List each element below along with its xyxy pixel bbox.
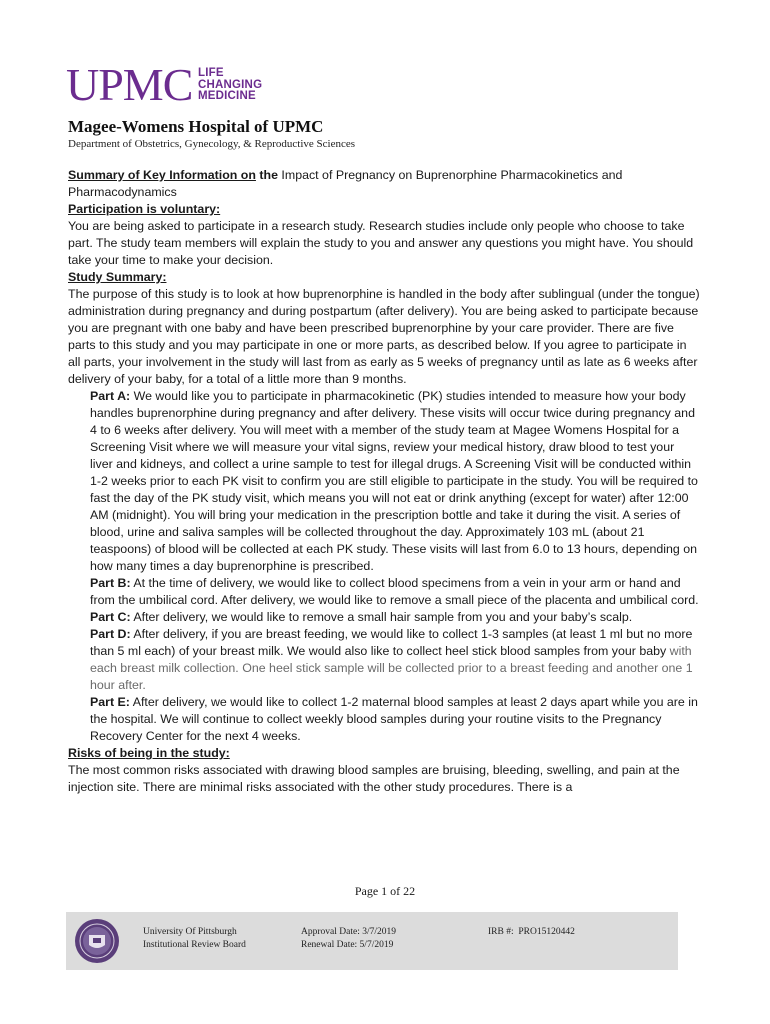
part-text: After delivery, we would like to collect 1-2 maternal blood samples at least 2 days apart while you are in the hospital. We will continue to collect weekly blood samples during your routine visits to the Pregnancy Recovery Center for the next 4 weeks. [90, 695, 698, 743]
page-number: Page 1 of 22 [354, 884, 416, 898]
renewal-date: Renewal Date: 5/7/2019 [301, 940, 394, 950]
summary-the: the [255, 168, 278, 182]
irb-org-line: University Of Pittsburgh [143, 927, 237, 937]
tagline-line: MEDICINE [198, 90, 256, 102]
irb-number-value: PRO15120442 [518, 927, 575, 937]
part-text-gray: with each breast milk collection. One heel stick sample will be collected prior to a breast feeding and another one 1 hour after. [90, 644, 693, 692]
hospital-name: Magee-Womens Hospital of UPMC [68, 117, 324, 136]
study-summary-heading: Study Summary: [68, 270, 167, 284]
part-label: Part E: [90, 695, 130, 709]
part-label: Part C: [90, 610, 131, 624]
participation-heading: Participation is voluntary: [68, 202, 221, 216]
part-text: At the time of delivery, we would like to collect blood specimens from a vein in your arm or hand and from the umbilical cord. After delivery, we would like to remove a small piece of the placenta and umbilical cord. [90, 576, 699, 607]
part-c [68, 609, 700, 626]
irb-dates [301, 926, 396, 952]
part-label: Part B: [90, 576, 131, 590]
document-body [68, 167, 700, 796]
irb-number-label: IRB #: [488, 927, 514, 937]
tagline-line: LIFE [198, 67, 224, 79]
approval-date: Approval Date: 3/7/2019 [301, 927, 396, 937]
irb-footer [66, 912, 678, 970]
logo-tagline [198, 68, 278, 103]
tagline-line: CHANGING [198, 78, 263, 91]
irb-number [488, 926, 575, 939]
study-summary-text: The purpose of this study is to look at how buprenorphine is handled in the body after sublingual (under the tongue) administration during pregnancy and during postpartum (after delivery). You are being asked to participate because you are pregnant with one baby and have been prescribed buprenorphine by your care provider. There are five parts to this study and you may participate in one or more parts, as described below. If you agree to participate in all parts, your involvement in the study will last from as early as 5 weeks of pregnancy until as late as 6 weeks after delivery of your baby, for a total of a little more than 9 months. [68, 287, 700, 386]
part-label: Part A: [90, 389, 131, 403]
summary-heading: Summary of Key Information on [68, 168, 256, 182]
part-text: After delivery, if you are breast feeding, we would like to collect 1-3 samples (at least 1 ml but no more than 5 ml each) of your breast milk. We would also like to collect heel stick blood samples from your baby [90, 627, 693, 658]
university-seal-icon [74, 918, 120, 964]
risks-text: The most common risks associated with drawing blood samples are bruising, bleeding, swelling, and pain at the injection site. There are minimal risks associated with the other study procedures. There is a [68, 763, 680, 794]
summary-title [68, 167, 700, 201]
irb-org [143, 926, 246, 952]
part-text: After delivery, we would like to remove a small hair sample from you and your baby’s scalp. [130, 610, 633, 624]
irb-org-line: Institutional Review Board [143, 940, 246, 950]
part-e [68, 694, 700, 745]
part-b [68, 575, 700, 609]
part-text: We would like you to participate in pharmacokinetic (PK) studies intended to measure how your body handles buprenorphine during pregnancy and after delivery. These visits will occur twice during pregnancy and 4 to 6 weeks after delivery. You will meet with a member of the study team at Magee Womens Hospital for a Screening Visit where we will measure your vital signs, review your medical history, draw blood to test your liver and kidneys, and collect a urine sample to test for illegal drugs. A Screening Visit will be conducted within 1-2 weeks prior to each PK visit to confirm you are still eligible to participate in the study. You will be required to fast the day of the PK study visit, which means you will not eat or drink anything (except for water) after 12:00 AM (midnight). You will bring your medication in the prescription bottle and take it during the visit. A series of blood, urine and saliva samples will be collected throughout the day. Approximately 103 mL (about 21 teaspoons) of blood will be collected at each PK study. These visits will last from 6.0 to 13 hours, depending on how many times a day buprenorphine is prescribed. [90, 389, 698, 573]
logo-mark: UPMC [66, 59, 193, 110]
participation-text: You are being asked to participate in a research study. Research studies include only people who choose to take part. The study team members will explain the study to you and answer any questions you might have. You should take your time to make your decision. [68, 219, 694, 267]
summary-title-text: Impact of Pregnancy on Buprenorphine Pharmacokinetics and Pharmacodynamics [68, 168, 623, 199]
part-label: Part D: [90, 627, 131, 641]
risks-heading: Risks of being in the study: [68, 746, 230, 760]
department-name: Department of Obstetrics, Gynecology, & Reproductive Sciences [68, 138, 356, 150]
part-d [68, 626, 700, 694]
part-a [68, 388, 700, 575]
